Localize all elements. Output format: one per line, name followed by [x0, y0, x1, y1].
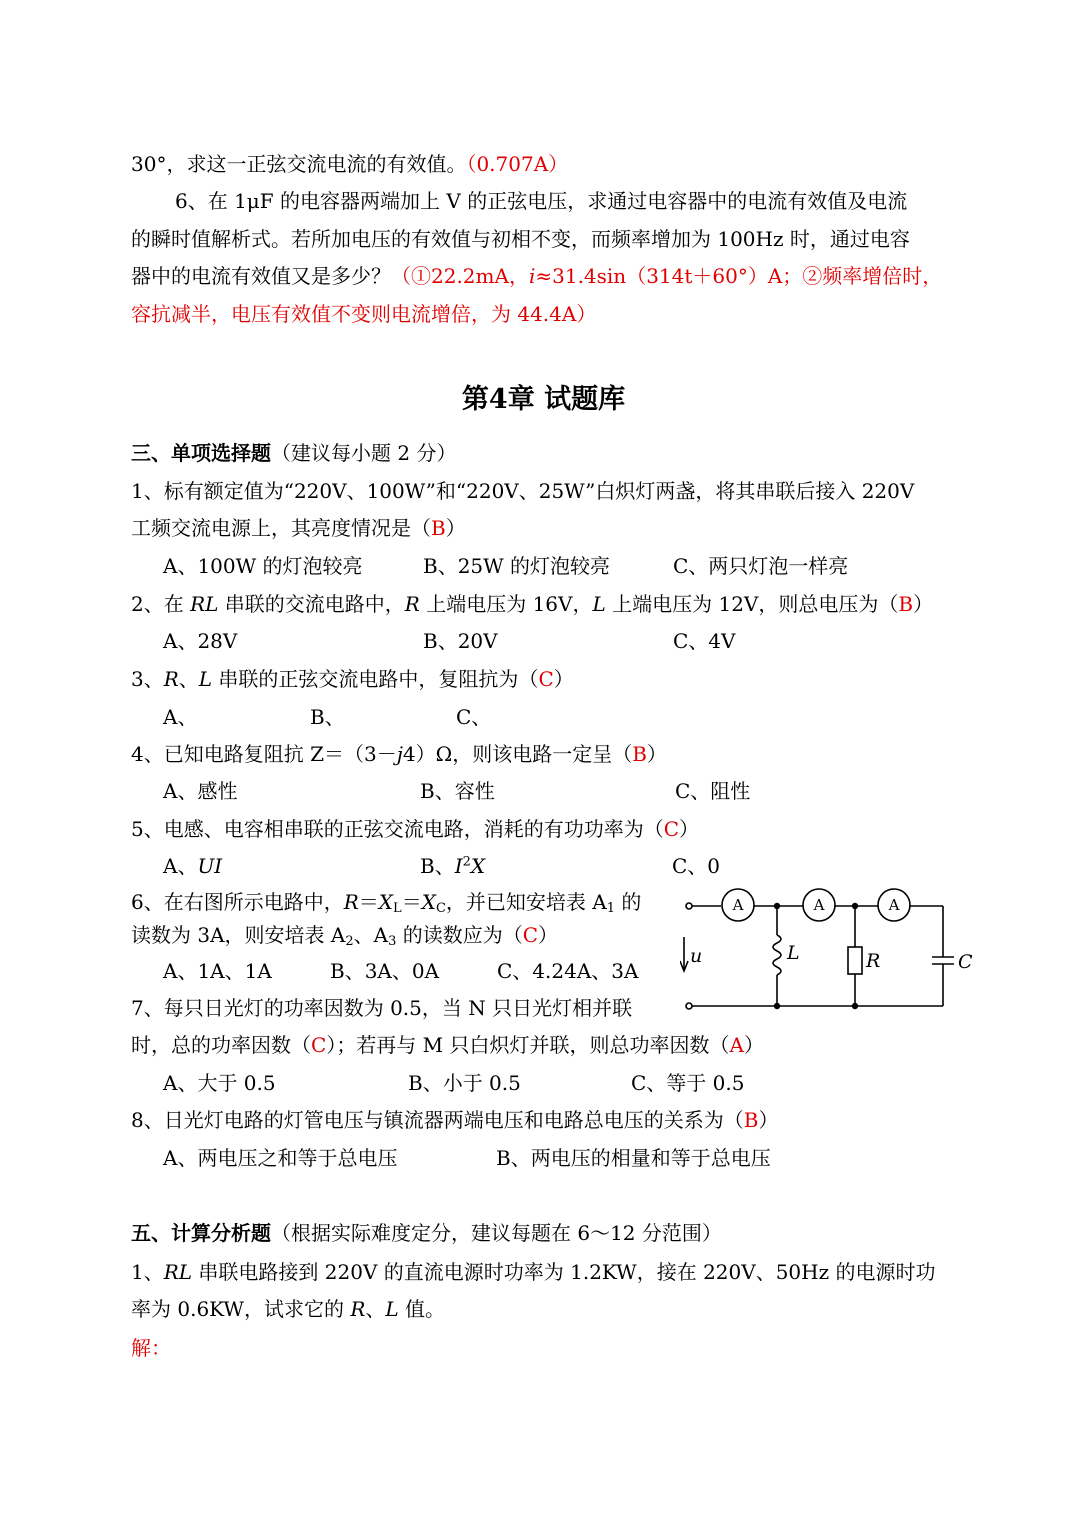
q7-option-c: C、等于 0.5: [631, 1071, 745, 1095]
q4-option-c: C、阻性: [675, 779, 751, 803]
q1-option-c: C、两只灯泡一样亮: [673, 554, 849, 578]
calc-q1-line-2: 率为 0.6KW，试求它的 R、L 值。: [131, 1297, 446, 1321]
q4-option-b: B、容性: [420, 779, 495, 803]
q1-line-2: 工频交流电源上，其亮度情况是（B）: [131, 516, 466, 540]
input-terminal-top: [686, 903, 692, 909]
ammeter-a2-label: A: [813, 896, 825, 914]
input-terminal-bottom: [686, 1003, 692, 1009]
q2-line: 2、在 RL 串联的交流电路中，R 上端电压为 16V，L 上端电压为 12V，则总电压为（B）: [131, 592, 934, 616]
calc-q1-line-1: 1、RL 串联电路接到 220V 的直流电源时功率为 1.2KW，接在 220V、50Hz 的电源时功: [131, 1260, 936, 1284]
q6-option-b: B、3A、0A: [330, 959, 440, 983]
q1-option-a: A、100W 的灯泡较亮: [163, 554, 363, 578]
q5-option-c: C、0: [672, 854, 721, 878]
q7-option-b: B、小于 0.5: [408, 1071, 521, 1095]
prev-q6-line-2: 的瞬时值解析式。若所加电压的有效值与初相不变，而频率增加为 100Hz 时，通过电容: [131, 227, 910, 251]
resistor-label: R: [866, 950, 881, 972]
q2-option-a: A、28V: [163, 629, 238, 653]
circuit-diagram: [680, 885, 980, 1015]
q7-option-a: A、大于 0.5: [163, 1071, 276, 1095]
resistor-r: [848, 947, 862, 974]
q2-option-c: C、4V: [673, 629, 736, 653]
q5-line: 5、电感、电容相串联的正弦交流电路，消耗的有功功率为（C）: [131, 817, 700, 841]
q8-line: 8、日光灯电路的灯管电压与镇流器两端电压和电路总电压的关系为（B）: [131, 1108, 779, 1132]
q8-option-b: B、两电压的相量和等于总电压: [496, 1146, 771, 1170]
q4-line: 4、已知电路复阻抗 Z＝（3－j4）Ω，则该电路一定呈（B）: [131, 742, 667, 766]
q7-line-2: 时，总的功率因数（C）；若再与 M 只白炽灯并联，则总功率因数（A）: [131, 1033, 764, 1057]
q6-option-c: C、4.24A、3A: [497, 959, 639, 983]
capacitor-label: C: [958, 951, 973, 973]
prev-q6-line-4: 容抗减半，电压有效值不变则电流增倍，为 44.4A）: [131, 302, 597, 326]
q1-option-b: B、25W 的灯泡较亮: [423, 554, 611, 578]
q1-line-1: 1、标有额定值为“220V、100W”和“220V、25W”白炽灯两盏，将其串联后接入 220V: [131, 479, 915, 503]
inductor-l: [773, 935, 781, 975]
q5-option-b: B、$I^2X$: [420, 854, 486, 878]
q3-line: 3、R、L 串联的正弦交流电路中，复阻抗为（C）: [131, 667, 574, 691]
solution-label: 解：: [131, 1336, 171, 1360]
q7-line-1: 7、每只日光灯的功率因数为 0.5，当 N 只日光灯相并联: [131, 996, 633, 1020]
ammeter-a1-label: A: [732, 896, 744, 914]
voltage-label: u: [690, 945, 703, 967]
ammeter-a3-label: A: [888, 896, 900, 914]
q3-option-c: C、: [456, 705, 492, 729]
section-3-heading: 三、单项选择题（建议每小题 2 分）: [131, 441, 457, 465]
q6-option-a: A、1A、1A: [163, 959, 272, 983]
section-5-heading: 五、计算分析题（根据实际难度定分，建议每题在 6～12 分范围）: [131, 1221, 722, 1245]
prev-q6-line-3: 器中的电流有效值又是多少？（①22.2mA，i≈31.4sin（314t＋60°）A；②频率增倍时，: [131, 264, 943, 288]
prev-line-1: 30°，求这一正弦交流电流的有效值。（0.707A）: [131, 152, 569, 176]
q5-option-a: A、UI: [163, 854, 223, 878]
q6-line-2: 读数为 3A，则安培表 $A_2$、$A_3$ 的读数应为（C）: [131, 923, 559, 949]
q8-option-a: A、两电压之和等于总电压: [163, 1146, 398, 1170]
inductor-label: L: [787, 942, 800, 964]
chapter-title: 第4章 试题库: [461, 384, 626, 415]
q3-option-b: B、: [310, 705, 345, 729]
prev-q6-line-1: 6、在 1μF 的电容器两端加上 V 的正弦电压，求通过电容器中的电流有效值及电流: [175, 189, 908, 213]
q2-option-b: B、20V: [423, 629, 498, 653]
q4-option-a: A、感性: [163, 779, 238, 803]
q3-option-a: A、: [163, 705, 198, 729]
q6-line-1: 6、在右图所示电路中，$R=X_L=X_C$，并已知安培表 $A_1$ 的: [131, 890, 642, 916]
